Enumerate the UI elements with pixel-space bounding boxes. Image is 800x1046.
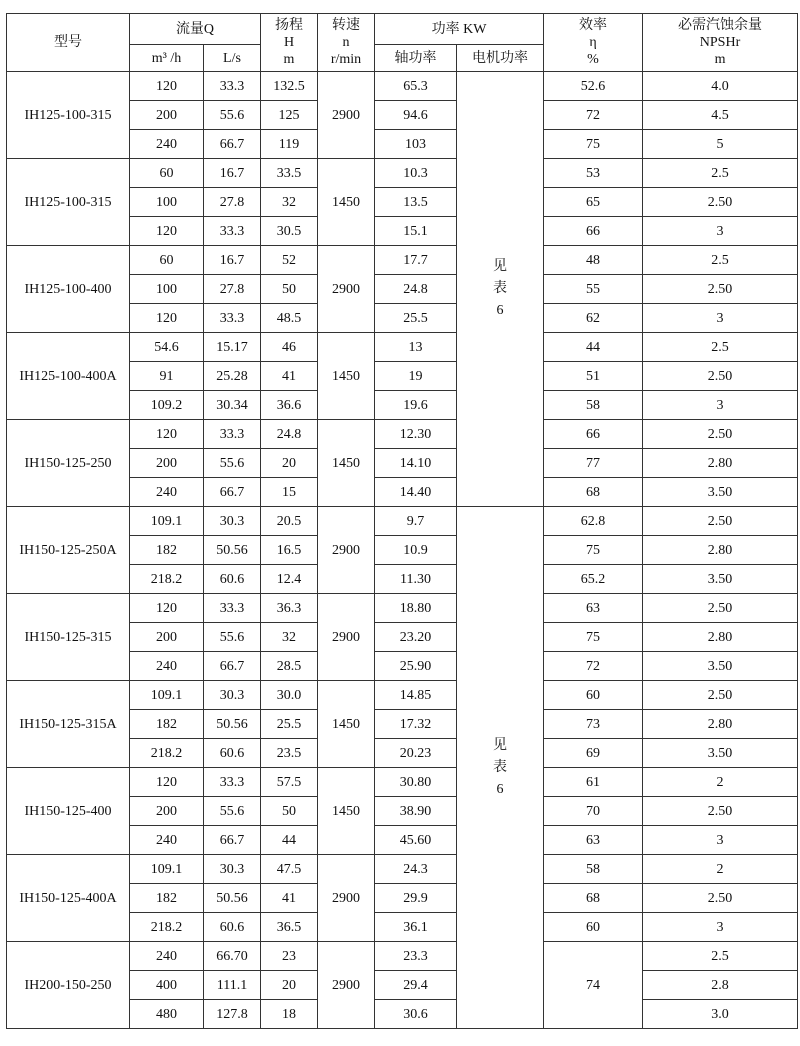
head-cell: 41 — [261, 362, 318, 391]
header-npsh: 必需汽蚀余量 NPSHr m — [643, 14, 798, 72]
header-shaft-power: 轴功率 — [375, 45, 457, 72]
flow-m3h-cell: 200 — [130, 101, 204, 130]
flow-m3h-cell: 109.1 — [130, 507, 204, 536]
flow-ls-cell: 25.28 — [204, 362, 261, 391]
efficiency-cell: 75 — [544, 536, 643, 565]
shaft-power-cell: 18.80 — [375, 594, 457, 623]
head-cell: 33.5 — [261, 159, 318, 188]
flow-m3h-cell: 240 — [130, 652, 204, 681]
efficiency-cell: 72 — [544, 101, 643, 130]
head-cell: 28.5 — [261, 652, 318, 681]
header-flow-ls: L/s — [204, 45, 261, 72]
flow-ls-cell: 33.3 — [204, 72, 261, 101]
header-speed: 转速 n r/min — [318, 14, 375, 72]
shaft-power-cell: 65.3 — [375, 72, 457, 101]
head-cell: 52 — [261, 246, 318, 275]
head-cell: 32 — [261, 188, 318, 217]
npsh-cell: 2 — [643, 768, 798, 797]
flow-m3h-cell: 109.2 — [130, 391, 204, 420]
flow-ls-cell: 50.56 — [204, 710, 261, 739]
efficiency-cell: 74 — [544, 942, 643, 1029]
pump-performance-table — [6, 13, 798, 1029]
shaft-power-cell: 25.5 — [375, 304, 457, 333]
efficiency-cell: 63 — [544, 826, 643, 855]
shaft-power-cell: 29.4 — [375, 971, 457, 1000]
shaft-power-cell: 23.20 — [375, 623, 457, 652]
flow-ls-cell: 30.34 — [204, 391, 261, 420]
flow-ls-cell: 111.1 — [204, 971, 261, 1000]
flow-ls-cell: 66.70 — [204, 942, 261, 971]
speed-cell: 2900 — [318, 246, 375, 333]
table-row — [7, 420, 798, 449]
see-table-char: 6 — [496, 781, 504, 797]
shaft-power-cell: 38.90 — [375, 797, 457, 826]
flow-m3h-cell: 120 — [130, 72, 204, 101]
model-cell: IH125-100-315 — [7, 72, 130, 159]
head-cell: 20.5 — [261, 507, 318, 536]
see-table-char: 表 — [493, 281, 507, 296]
shaft-power-cell: 14.40 — [375, 478, 457, 507]
table-row — [7, 72, 798, 101]
flow-ls-cell: 60.6 — [204, 565, 261, 594]
head-cell: 30.0 — [261, 681, 318, 710]
flow-m3h-cell: 54.6 — [130, 333, 204, 362]
npsh-cell: 2.50 — [643, 797, 798, 826]
flow-ls-cell: 66.7 — [204, 652, 261, 681]
speed-cell: 2900 — [318, 594, 375, 681]
shaft-power-cell: 10.3 — [375, 159, 457, 188]
see-table-char: 见 — [493, 737, 507, 753]
head-cell: 12.4 — [261, 565, 318, 594]
flow-m3h-cell: 91 — [130, 362, 204, 391]
npsh-cell: 2.50 — [643, 420, 798, 449]
flow-ls-cell: 33.3 — [204, 768, 261, 797]
see-table-char: 见 — [493, 259, 507, 274]
npsh-cell: 3 — [643, 391, 798, 420]
head-cell: 16.5 — [261, 536, 318, 565]
flow-m3h-cell: 182 — [130, 710, 204, 739]
flow-m3h-cell: 109.1 — [130, 855, 204, 884]
table-row — [7, 855, 798, 884]
npsh-cell: 2.50 — [643, 594, 798, 623]
shaft-power-cell: 45.60 — [375, 826, 457, 855]
npsh-cell: 2.80 — [643, 623, 798, 652]
head-cell: 47.5 — [261, 855, 318, 884]
flow-m3h-cell: 182 — [130, 536, 204, 565]
npsh-cell: 4.0 — [643, 72, 798, 101]
efficiency-cell: 55 — [544, 275, 643, 304]
efficiency-cell: 73 — [544, 710, 643, 739]
header-model: 型号 — [7, 14, 130, 72]
flow-m3h-cell: 240 — [130, 942, 204, 971]
shaft-power-cell: 94.6 — [375, 101, 457, 130]
speed-cell: 1450 — [318, 768, 375, 855]
flow-m3h-cell: 120 — [130, 420, 204, 449]
flow-m3h-cell: 120 — [130, 594, 204, 623]
head-cell: 50 — [261, 275, 318, 304]
npsh-cell: 3.50 — [643, 565, 798, 594]
head-cell: 15 — [261, 478, 318, 507]
efficiency-cell: 68 — [544, 884, 643, 913]
speed-cell: 2900 — [318, 507, 375, 594]
shaft-power-cell: 30.80 — [375, 768, 457, 797]
head-cell: 36.6 — [261, 391, 318, 420]
npsh-cell: 2 — [643, 855, 798, 884]
shaft-power-cell: 19.6 — [375, 391, 457, 420]
flow-ls-cell: 127.8 — [204, 1000, 261, 1029]
flow-ls-cell: 60.6 — [204, 739, 261, 768]
flow-m3h-cell: 240 — [130, 478, 204, 507]
efficiency-cell: 58 — [544, 391, 643, 420]
head-cell: 32 — [261, 623, 318, 652]
efficiency-cell: 52.6 — [544, 72, 643, 101]
shaft-power-cell: 12.30 — [375, 420, 457, 449]
npsh-cell: 2.5 — [643, 333, 798, 362]
efficiency-cell: 58 — [544, 855, 643, 884]
npsh-cell: 2.50 — [643, 681, 798, 710]
npsh-cell: 4.5 — [643, 101, 798, 130]
motor-power-see-table-cell — [457, 507, 544, 1029]
npsh-cell: 2.50 — [643, 275, 798, 304]
npsh-cell: 2.50 — [643, 188, 798, 217]
table-row — [7, 594, 798, 623]
speed-cell: 2900 — [318, 855, 375, 942]
head-cell: 36.5 — [261, 913, 318, 942]
npsh-cell: 2.80 — [643, 449, 798, 478]
efficiency-cell: 44 — [544, 333, 643, 362]
model-cell: IH150-125-250 — [7, 420, 130, 507]
npsh-cell: 2.50 — [643, 362, 798, 391]
model-cell: IH125-100-400 — [7, 246, 130, 333]
table-row — [7, 246, 798, 275]
flow-m3h-cell: 200 — [130, 623, 204, 652]
table-row — [7, 507, 798, 536]
motor-power-see-table-cell — [457, 72, 544, 507]
flow-m3h-cell: 60 — [130, 246, 204, 275]
efficiency-cell: 51 — [544, 362, 643, 391]
efficiency-cell: 66 — [544, 217, 643, 246]
flow-m3h-cell: 120 — [130, 768, 204, 797]
flow-m3h-cell: 240 — [130, 130, 204, 159]
shaft-power-cell: 17.7 — [375, 246, 457, 275]
flow-m3h-cell: 120 — [130, 217, 204, 246]
flow-m3h-cell: 480 — [130, 1000, 204, 1029]
table-row — [7, 942, 798, 971]
table-row — [7, 681, 798, 710]
flow-ls-cell: 33.3 — [204, 217, 261, 246]
shaft-power-cell: 15.1 — [375, 217, 457, 246]
shaft-power-cell: 9.7 — [375, 507, 457, 536]
flow-m3h-cell: 218.2 — [130, 739, 204, 768]
flow-ls-cell: 60.6 — [204, 913, 261, 942]
shaft-power-cell: 14.85 — [375, 681, 457, 710]
npsh-cell: 5 — [643, 130, 798, 159]
head-cell: 50 — [261, 797, 318, 826]
flow-m3h-cell: 400 — [130, 971, 204, 1000]
flow-m3h-cell: 240 — [130, 826, 204, 855]
flow-ls-cell: 50.56 — [204, 884, 261, 913]
flow-ls-cell: 16.7 — [204, 246, 261, 275]
head-cell: 18 — [261, 1000, 318, 1029]
npsh-cell: 2.80 — [643, 536, 798, 565]
table-row — [7, 768, 798, 797]
flow-ls-cell: 16.7 — [204, 159, 261, 188]
header-flow-m3h: m³ /h — [130, 45, 204, 72]
flow-m3h-cell: 100 — [130, 275, 204, 304]
header-flow: 流量Q — [130, 14, 261, 45]
shaft-power-cell: 24.8 — [375, 275, 457, 304]
efficiency-cell: 60 — [544, 681, 643, 710]
npsh-cell: 3 — [643, 826, 798, 855]
head-cell: 57.5 — [261, 768, 318, 797]
head-cell: 132.5 — [261, 72, 318, 101]
head-cell: 30.5 — [261, 217, 318, 246]
header-power: 功率 KW — [375, 14, 544, 45]
speed-cell: 1450 — [318, 333, 375, 420]
shaft-power-cell: 11.30 — [375, 565, 457, 594]
header-head: 扬程 H m — [261, 14, 318, 72]
flow-ls-cell: 50.56 — [204, 536, 261, 565]
head-cell: 25.5 — [261, 710, 318, 739]
head-cell: 119 — [261, 130, 318, 159]
flow-ls-cell: 55.6 — [204, 797, 261, 826]
flow-m3h-cell: 218.2 — [130, 913, 204, 942]
efficiency-cell: 61 — [544, 768, 643, 797]
head-cell: 46 — [261, 333, 318, 362]
efficiency-cell: 72 — [544, 652, 643, 681]
efficiency-cell: 75 — [544, 130, 643, 159]
npsh-cell: 2.8 — [643, 971, 798, 1000]
header-efficiency: 效率 η % — [544, 14, 643, 72]
head-cell: 48.5 — [261, 304, 318, 333]
shaft-power-cell: 25.90 — [375, 652, 457, 681]
head-cell: 36.3 — [261, 594, 318, 623]
flow-ls-cell: 33.3 — [204, 304, 261, 333]
npsh-cell: 2.80 — [643, 710, 798, 739]
npsh-cell: 3.0 — [643, 1000, 798, 1029]
flow-ls-cell: 30.3 — [204, 681, 261, 710]
efficiency-cell: 75 — [544, 623, 643, 652]
efficiency-cell: 65.2 — [544, 565, 643, 594]
flow-m3h-cell: 182 — [130, 884, 204, 913]
npsh-cell: 3 — [643, 913, 798, 942]
speed-cell: 2900 — [318, 942, 375, 1029]
shaft-power-cell: 13.5 — [375, 188, 457, 217]
see-table-char: 表 — [493, 759, 507, 775]
model-cell: IH150-125-315 — [7, 594, 130, 681]
flow-ls-cell: 55.6 — [204, 623, 261, 652]
see-table-char: 6 — [496, 303, 504, 318]
flow-m3h-cell: 218.2 — [130, 565, 204, 594]
table-row — [7, 159, 798, 188]
speed-cell: 2900 — [318, 72, 375, 159]
efficiency-cell: 65 — [544, 188, 643, 217]
flow-ls-cell: 15.17 — [204, 333, 261, 362]
flow-m3h-cell: 200 — [130, 449, 204, 478]
efficiency-cell: 77 — [544, 449, 643, 478]
shaft-power-cell: 103 — [375, 130, 457, 159]
flow-ls-cell: 66.7 — [204, 478, 261, 507]
efficiency-cell: 48 — [544, 246, 643, 275]
speed-cell: 1450 — [318, 681, 375, 768]
speed-cell: 1450 — [318, 420, 375, 507]
flow-m3h-cell: 60 — [130, 159, 204, 188]
efficiency-cell: 62 — [544, 304, 643, 333]
head-cell: 24.8 — [261, 420, 318, 449]
speed-cell: 1450 — [318, 159, 375, 246]
npsh-cell: 2.50 — [643, 507, 798, 536]
header-motor-power: 电机功率 — [457, 45, 544, 72]
head-cell: 23.5 — [261, 739, 318, 768]
head-cell: 41 — [261, 884, 318, 913]
flow-ls-cell: 66.7 — [204, 130, 261, 159]
model-cell: IH150-125-315A — [7, 681, 130, 768]
efficiency-cell: 66 — [544, 420, 643, 449]
model-cell: IH200-150-250 — [7, 942, 130, 1029]
flow-m3h-cell: 120 — [130, 304, 204, 333]
efficiency-cell: 70 — [544, 797, 643, 826]
shaft-power-cell: 24.3 — [375, 855, 457, 884]
flow-m3h-cell: 109.1 — [130, 681, 204, 710]
table-row — [7, 333, 798, 362]
flow-m3h-cell: 200 — [130, 797, 204, 826]
npsh-cell: 3.50 — [643, 478, 798, 507]
shaft-power-cell: 13 — [375, 333, 457, 362]
npsh-cell: 3.50 — [643, 739, 798, 768]
flow-ls-cell: 55.6 — [204, 101, 261, 130]
flow-m3h-cell: 100 — [130, 188, 204, 217]
shaft-power-cell: 14.10 — [375, 449, 457, 478]
shaft-power-cell: 17.32 — [375, 710, 457, 739]
npsh-cell: 3 — [643, 217, 798, 246]
head-cell: 20 — [261, 971, 318, 1000]
flow-ls-cell: 27.8 — [204, 275, 261, 304]
efficiency-cell: 60 — [544, 913, 643, 942]
model-cell: IH150-125-250A — [7, 507, 130, 594]
flow-ls-cell: 66.7 — [204, 826, 261, 855]
shaft-power-cell: 30.6 — [375, 1000, 457, 1029]
shaft-power-cell: 36.1 — [375, 913, 457, 942]
flow-ls-cell: 33.3 — [204, 420, 261, 449]
npsh-cell: 2.50 — [643, 884, 798, 913]
head-cell: 23 — [261, 942, 318, 971]
model-cell: IH150-125-400 — [7, 768, 130, 855]
model-cell: IH125-100-315 — [7, 159, 130, 246]
head-cell: 20 — [261, 449, 318, 478]
shaft-power-cell: 10.9 — [375, 536, 457, 565]
efficiency-cell: 68 — [544, 478, 643, 507]
npsh-cell: 2.5 — [643, 942, 798, 971]
efficiency-cell: 69 — [544, 739, 643, 768]
npsh-cell: 2.5 — [643, 246, 798, 275]
shaft-power-cell: 20.23 — [375, 739, 457, 768]
npsh-cell: 3.50 — [643, 652, 798, 681]
shaft-power-cell: 23.3 — [375, 942, 457, 971]
efficiency-cell: 53 — [544, 159, 643, 188]
flow-ls-cell: 33.3 — [204, 594, 261, 623]
efficiency-cell: 62.8 — [544, 507, 643, 536]
model-cell: IH125-100-400A — [7, 333, 130, 420]
head-cell: 44 — [261, 826, 318, 855]
npsh-cell: 3 — [643, 304, 798, 333]
head-cell: 125 — [261, 101, 318, 130]
flow-ls-cell: 55.6 — [204, 449, 261, 478]
shaft-power-cell: 29.9 — [375, 884, 457, 913]
table-body — [7, 72, 798, 1029]
flow-ls-cell: 27.8 — [204, 188, 261, 217]
flow-ls-cell: 30.3 — [204, 855, 261, 884]
shaft-power-cell: 19 — [375, 362, 457, 391]
npsh-cell: 2.5 — [643, 159, 798, 188]
efficiency-cell: 63 — [544, 594, 643, 623]
model-cell: IH150-125-400A — [7, 855, 130, 942]
flow-ls-cell: 30.3 — [204, 507, 261, 536]
